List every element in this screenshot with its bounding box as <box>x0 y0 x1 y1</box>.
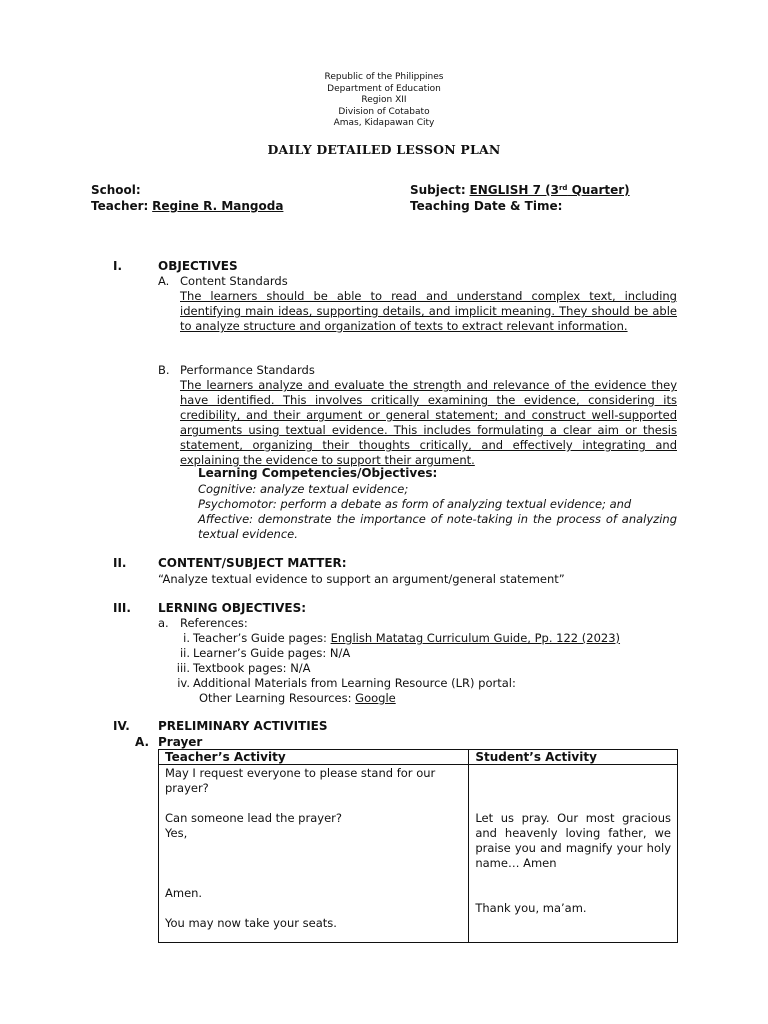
reference-number: ii. <box>179 646 190 660</box>
teacher-line: Yes, <box>165 826 188 840</box>
school-label: School: <box>91 183 141 197</box>
reference-number: iv. <box>177 676 190 690</box>
other-resources-link: Google <box>355 691 396 705</box>
letterhead-line: Region XII <box>361 95 407 106</box>
teacher-line <box>91 199 283 213</box>
performance-standards-text: The learners analyze and evaluate the strength and relevance of the evidence they have identified. This involves critically examining the evidence, considering its credibility, and their argument or general statement; and construct well-supported arguments using textual evidence. This includes formulating a clear aim or thesis statement, organizing their thoughts critically, and effectively integrating and explaining the evidence to support their argument. <box>180 378 677 467</box>
section-numeral: III. <box>113 601 131 615</box>
reference-item: Textbook pages: N/A <box>193 661 311 675</box>
reference-item: Teacher’s Guide pages: English Matatag Curriculum Guide, Pp. 122 (2023) <box>193 631 621 645</box>
table-header-row <box>159 750 678 765</box>
section-heading-objectives: OBJECTIVES <box>158 259 238 273</box>
references-letter: a. <box>158 616 169 630</box>
section-heading-content: CONTENT/SUBJECT MATTER: <box>158 556 347 570</box>
student-line: Let us pray. Our most gracious and heavenly loving father, we praise you and magnify your holy name… Amen <box>475 811 671 870</box>
content-standards-letter: A. <box>158 274 170 288</box>
student-activity-cell <box>469 765 678 943</box>
prayer-letter: A. <box>135 735 150 749</box>
section-numeral: II. <box>113 556 127 570</box>
reference-item: Additional Materials from Learning Resource (LR) portal: <box>193 676 516 690</box>
references-label: References: <box>180 616 248 630</box>
section-numeral: IV. <box>113 719 130 733</box>
cognitive-objective: Cognitive: analyze textual evidence; <box>198 482 409 496</box>
performance-standards-letter: B. <box>158 363 170 377</box>
prayer-label: Prayer <box>158 735 203 749</box>
subject-line <box>410 183 630 197</box>
letterhead-line: Department of Education <box>327 83 441 94</box>
teacher-value: Regine R. Mangoda <box>152 199 284 213</box>
reference-link: English Matatag Curriculum Guide, Pp. 122 (2023) <box>330 631 621 645</box>
performance-standards-label: Performance Standards <box>180 363 315 377</box>
subject-label: Subject: <box>410 183 466 197</box>
letterhead <box>0 72 768 130</box>
student-line: Thank you, ma’am. <box>475 901 587 915</box>
teacher-activity-header: Teacher’s Activity <box>159 750 469 765</box>
content-standards-text: The learners should be able to read and understand complex text, including identifying main ideas, supporting details, and implicit meaning. They should be able to analyze structure and organization of texts to extract relevant information. <box>180 289 677 333</box>
letterhead-line: Division of Cotabato <box>338 106 430 117</box>
teacher-line: May I request everyone to please stand for our prayer? <box>165 766 436 795</box>
teacher-activity-cell <box>159 765 469 943</box>
learning-competencies-heading: Learning Competencies/Objectives: <box>198 466 438 480</box>
content-standards-label: Content Standards <box>180 274 288 288</box>
psychomotor-objective: Psychomotor: perform a debate as form of analyzing textual evidence; and <box>198 497 632 511</box>
document-title: DAILY DETAILED LESSON PLAN <box>267 142 501 157</box>
section-numeral: I. <box>113 259 123 273</box>
section-heading-preliminary: PRELIMINARY ACTIVITIES <box>158 719 328 733</box>
reference-item: Learner’s Guide pages: N/A <box>193 646 351 660</box>
teacher-line: Can someone lead the prayer? <box>165 811 342 825</box>
student-activity-header: Student’s Activity <box>469 750 678 765</box>
table-row <box>159 765 678 943</box>
teacher-line: You may now take your seats. <box>165 916 337 930</box>
prayer-activity-table <box>158 749 678 943</box>
subject-matter-text: “Analyze textual evidence to support an argument/general statement” <box>158 572 565 586</box>
subject-value: ENGLISH 7 (3rd Quarter) <box>469 183 630 197</box>
section-heading-learning: LERNING OBJECTIVES: <box>158 601 307 615</box>
teacher-label: Teacher: <box>91 199 149 213</box>
other-resources: Other Learning Resources: Google <box>199 691 396 705</box>
teaching-date-label: Teaching Date & Time: <box>410 199 563 213</box>
reference-number: iii. <box>176 661 190 675</box>
affective-objective: Affective: demonstrate the importance of note-taking in the process of analyzing textual evidence. <box>198 512 677 541</box>
letterhead-line: Amas, Kidapawan City <box>333 118 435 129</box>
reference-number: i. <box>183 631 190 645</box>
letterhead-line: Republic of the Philippines <box>324 72 444 82</box>
teacher-line: Amen. <box>165 886 203 900</box>
